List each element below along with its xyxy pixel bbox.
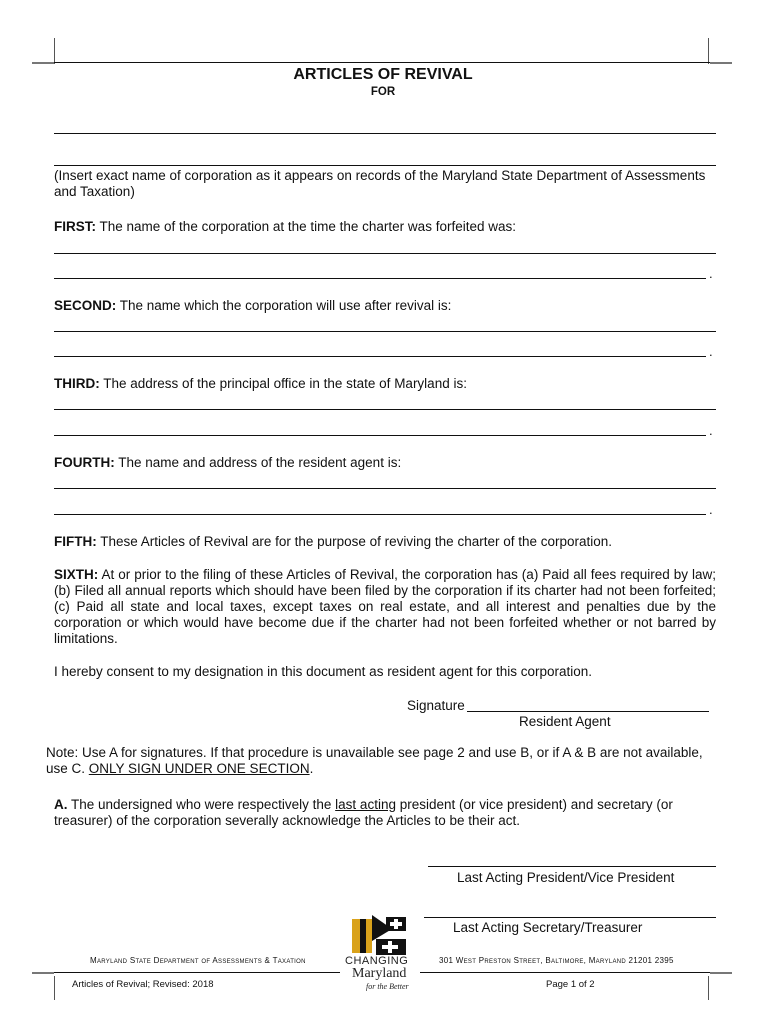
section-a-label: A. [54, 797, 68, 812]
logo-maryland: Maryland [352, 966, 407, 981]
article-label: SIXTH: [54, 567, 99, 582]
footer-agency: Maryland State Department of Assessments & Taxation [90, 956, 306, 965]
article-text: At or prior to the filing of these Articles of Revival, the corporation has (a) Paid all fees required by law; (b) Filed all annual reports which should have been filed by the corporation if its charter had not been forfeited; (c) Paid all state and local taxes, except taxes on real estate, and all interest and penalties due by the corporation or which would have become due if the charter had not been forfeited whether or not barred by limitations. [54, 567, 716, 646]
insert-note: (Insert exact name of corporation as it appears on records of the Maryland State Department of Assessments and Taxation) [54, 168, 706, 199]
article-sixth [54, 567, 716, 647]
footer-rule [54, 972, 340, 973]
crop-mark [54, 38, 55, 64]
resident-agent-signature-line[interactable] [467, 711, 709, 712]
article-label: FIRST: [54, 219, 96, 234]
article-label: SECOND: [54, 298, 117, 313]
article-text: The name and address of the resident agent is: [118, 455, 402, 470]
section-a-emphasis: last acting [335, 797, 396, 812]
article-third [54, 376, 467, 392]
top-rule [54, 62, 710, 63]
crop-mark [54, 976, 55, 1000]
document-title: ARTICLES OF REVIVAL [293, 66, 473, 83]
article-text: The address of the principal office in the state of Maryland is: [103, 376, 467, 391]
fourth-answer-line[interactable] [54, 488, 716, 489]
crop-mark [708, 38, 709, 64]
section-a-text-end: president (or vice president) and secretary (or treasurer) of the corporation severally acknowledge the Articles to be their act. [54, 797, 673, 828]
last-secretary-label: Last Acting Secretary/Treasurer [453, 920, 643, 935]
footer-rule [420, 972, 710, 973]
corporation-name-line[interactable] [54, 133, 716, 134]
article-fourth [54, 455, 401, 471]
article-text: These Articles of Revival are for the purpose of reviving the charter of the corporation. [100, 534, 613, 549]
second-answer-line[interactable] [54, 331, 716, 332]
crop-mark [32, 972, 54, 974]
corporation-name-line[interactable] [54, 165, 716, 166]
article-label: FOURTH: [54, 455, 115, 470]
note-end: . [309, 761, 314, 776]
last-president-signature-line[interactable] [428, 866, 716, 867]
logo-changing: CHANGING [345, 955, 409, 967]
third-answer-line[interactable] [54, 435, 706, 436]
section-a-text: The undersigned who were respectively the [71, 797, 336, 812]
resident-agent-consent: I hereby consent to my designation in this document as resident agent for this corporation. [54, 664, 593, 679]
line-end-period: . [709, 266, 713, 281]
signature-note [46, 745, 726, 777]
note-emphasis: ONLY SIGN UNDER ONE SECTION [88, 761, 310, 776]
article-label: FIFTH: [54, 534, 97, 549]
crop-mark [32, 62, 54, 64]
crop-mark [708, 976, 709, 1000]
article-label: THIRD: [54, 376, 100, 391]
form-revision: Articles of Revival; Revised: 2018 [72, 979, 214, 990]
article-text: The name which the corporation will use after revival is: [119, 298, 452, 313]
article-text: The name of the corporation at the time the charter was forfeited was: [99, 219, 516, 234]
fourth-answer-line[interactable] [54, 514, 706, 515]
note-text: Note: Use A for signatures. If that procedure is unavailable see page 2 and use B, or if A & B are not available, use C. [46, 745, 703, 776]
article-first [54, 219, 516, 235]
maryland-flag-logo-icon [352, 915, 408, 955]
line-end-period: . [709, 423, 713, 438]
document-subtitle: FOR [370, 86, 396, 98]
logo-tagline: for the Better [366, 982, 409, 991]
first-answer-line[interactable] [54, 278, 706, 279]
line-end-period: . [709, 344, 713, 359]
last-secretary-signature-line[interactable] [424, 917, 716, 918]
crop-mark [710, 972, 732, 974]
last-president-label: Last Acting President/Vice President [457, 870, 675, 885]
third-answer-line[interactable] [54, 409, 716, 410]
article-fifth [54, 534, 612, 550]
article-second [54, 298, 451, 314]
signature-label: Signature [407, 698, 465, 713]
second-answer-line[interactable] [54, 356, 706, 357]
first-answer-line[interactable] [54, 253, 716, 254]
page-number: Page 1 of 2 [546, 979, 595, 990]
footer-address: 301 West Preston Street, Baltimore, Maryland 21201 2395 [439, 956, 674, 965]
line-end-period: . [709, 502, 713, 517]
section-a [54, 797, 716, 829]
resident-agent-label: Resident Agent [519, 714, 611, 729]
crop-mark [710, 62, 732, 64]
